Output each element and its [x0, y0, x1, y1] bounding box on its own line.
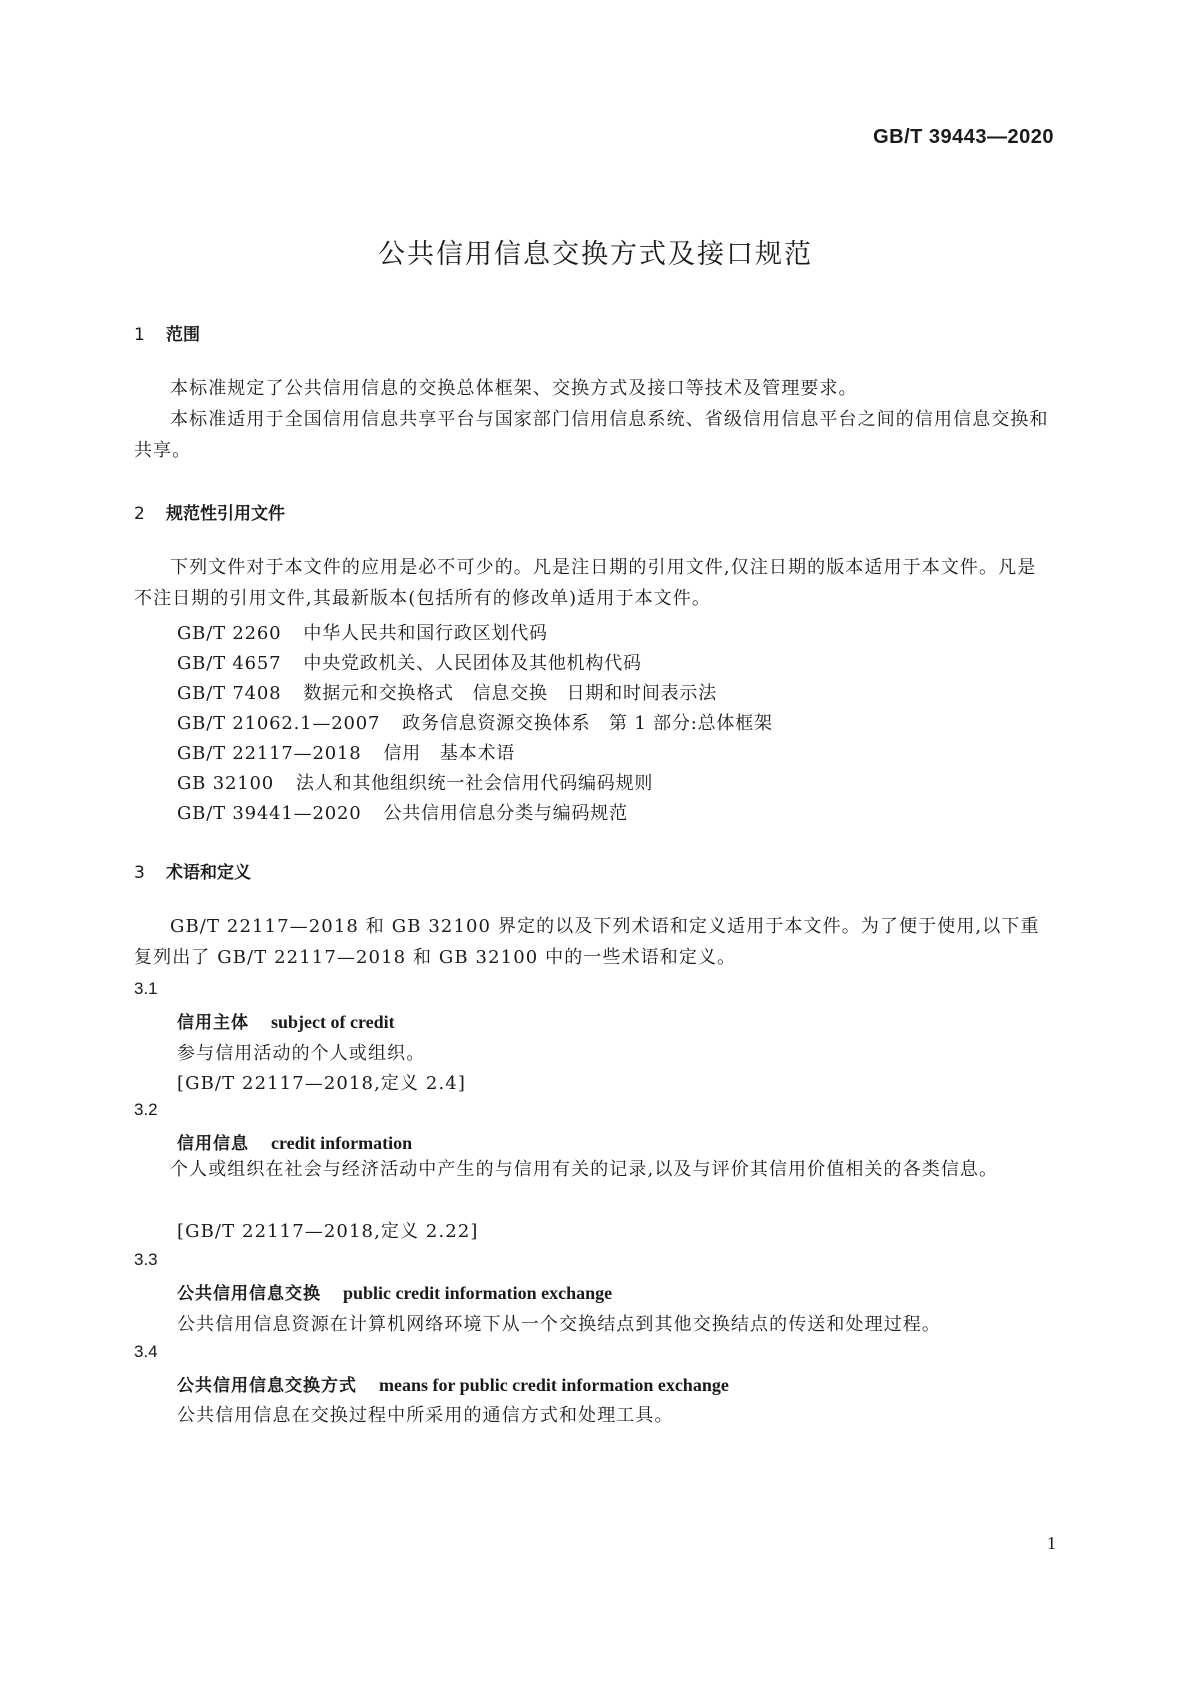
section-2-heading [134, 499, 285, 524]
section-1-paragraph-2: 本标准适用于全国信用信息共享平台与国家部门信用信息系统、省级信用信息平台之间的信用信息交换和共享。 [134, 409, 1049, 461]
term-title [177, 1279, 612, 1304]
term-title [177, 1371, 729, 1396]
reference-item [177, 619, 548, 645]
reference-item [177, 799, 628, 825]
term-en: means for public credit information exchange [379, 1375, 729, 1395]
reference-item [177, 739, 515, 765]
reference-code: GB/T 39441—2020 [177, 803, 362, 824]
term-source: [GB/T 22117—2018,定义 2.4] [177, 1073, 466, 1094]
term-zh: 信用信息 [177, 1134, 249, 1154]
reference-name: 政务信息资源交换体系 第 1 部分:总体框架 [402, 713, 773, 734]
term-zh: 公共信用信息交换方式 [177, 1376, 357, 1396]
term-en: subject of credit [271, 1012, 395, 1032]
term-definition: 个人或组织在社会与经济活动中产生的与信用有关的记录,以及与评价其信用价值相关的各类信息。 [170, 1159, 999, 1180]
term-zh: 公共信用信息交换 [177, 1284, 321, 1304]
document-title: 公共信用信息交换方式及接口规范 [378, 239, 813, 270]
reference-name: 中央党政机关、人民团体及其他机构代码 [303, 653, 642, 674]
reference-item [177, 709, 773, 735]
section-1-heading [134, 320, 200, 345]
term-number: 3.4 [134, 1342, 158, 1361]
term-number: 3.1 [134, 979, 158, 998]
section-number: 3 [134, 863, 145, 883]
section-3-intro: GB/T 22117—2018 和 GB 32100 界定的以及下列术语和定义适用于本文件。为了便于使用,以下重复列出了 GB/T 22117—2018 和 GB 32100 中的一些术语和定义。 [134, 916, 1040, 968]
term-definition: 公共信用信息资源在计算机网络环境下从一个交换结点到其他交换结点的传送和处理过程。 [177, 1314, 941, 1335]
term-title [177, 1129, 412, 1154]
page-number: 1 [1047, 1533, 1056, 1553]
reference-code: GB/T 22117—2018 [177, 743, 362, 764]
reference-code: GB/T 7408 [177, 683, 282, 704]
section-1-paragraph-1: 本标准规定了公共信用信息的交换总体框架、交换方式及接口等技术及管理要求。 [170, 378, 858, 399]
reference-code: GB/T 4657 [177, 653, 282, 674]
section-2-intro: 下列文件对于本文件的应用是必不可少的。凡是注日期的引用文件,仅注日期的版本适用于本文件。凡是不注日期的引用文件,其最新版本(包括所有的修改单)适用于本文件。 [134, 557, 1037, 609]
term-number: 3.3 [134, 1250, 158, 1269]
reference-name: 中华人民共和国行政区划代码 [303, 623, 548, 644]
term-en: public credit information exchange [343, 1283, 613, 1303]
term-title [177, 1008, 395, 1033]
section-3-heading [134, 858, 251, 883]
reference-name: 公共信用信息分类与编码规范 [383, 803, 628, 824]
reference-item [177, 679, 717, 705]
reference-code: GB/T 21062.1—2007 [177, 713, 381, 734]
term-definition: 公共信用信息在交换过程中所采用的通信方式和处理工具。 [177, 1405, 674, 1426]
reference-code: GB/T 2260 [177, 623, 282, 644]
reference-code: GB 32100 [177, 773, 274, 794]
section-number: 2 [134, 504, 145, 524]
reference-name: 信用 基本术语 [383, 743, 516, 764]
term-number: 3.2 [134, 1100, 158, 1119]
reference-item [177, 769, 653, 795]
reference-name: 法人和其他组织统一社会信用代码编码规则 [296, 773, 654, 794]
section-number: 1 [134, 325, 145, 345]
reference-item [177, 649, 642, 675]
term-en: credit information [271, 1133, 413, 1153]
standard-code: GB/T 39443—2020 [873, 126, 1054, 148]
term-zh: 信用主体 [177, 1013, 249, 1033]
term-source: [GB/T 22117—2018,定义 2.22] [177, 1221, 479, 1242]
reference-name: 数据元和交换格式 信息交换 日期和时间表示法 [303, 683, 718, 704]
section-title: 范围 [166, 325, 200, 345]
term-definition: 参与信用活动的个人或组织。 [177, 1043, 426, 1064]
section-title: 规范性引用文件 [166, 504, 285, 524]
section-title: 术语和定义 [166, 863, 251, 883]
